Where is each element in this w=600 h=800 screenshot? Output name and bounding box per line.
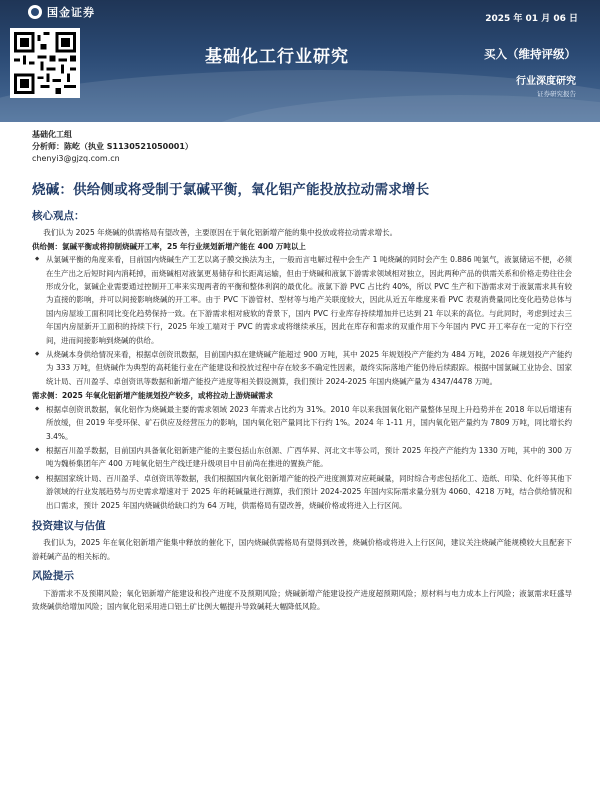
rating-label: 买入（维持评级） — [484, 47, 576, 61]
brand-name: 国金证券 — [47, 6, 95, 19]
author-block — [32, 129, 193, 165]
investment-text: 我们认为，2025 年在氧化铝新增产能集中释放的催化下，国内烧碱供需格局有望得到改善，烧碱价格或将进入上行区间，建议关注烧碱产能规模较大且配套下游耗碱产品的相关标的。 — [32, 538, 572, 561]
team-name: 基础化工组 — [32, 130, 72, 139]
core-intro: 我们认为 2025 年烧碱的供需格局有望改善，主要原因在于氧化铝新增产能的集中投放或将拉动需求增长。 — [43, 228, 398, 238]
investment-title: 投资建议与估值 — [32, 519, 106, 532]
risk-text: 下游需求不及预期风险；氧化铝新增产能建设和投产进度不及预期风险；烧碱新增产能建设投产进度超预期风险；原材料与电力成本上行风险；液氯需求旺盛导致烧碱供给增加风险；国内氧化铝采用进口铝土矿比例大幅提升导致碱耗大幅降低风险。 — [32, 588, 572, 611]
report-title: 基础化工行业研究 — [205, 47, 349, 67]
report-subtitle: 证券研究报告 — [537, 90, 576, 98]
list-item: ◆ 根据百川盈孚数据，目前国内具备氧化铝新建产能的主要包括山东创源、广西华昇、河北文丰等公司，预计 2025 年投产产能约为 1330 万吨，其中的 300 万吨为魏桥集团年产 400 万吨氧化铝生产线迁建升级项目中目前尚在推进的置换产能。 — [32, 444, 572, 471]
demand-lead: 需求侧：2025 年氧化铝新增产能规划投产较多，或将拉动上游烧碱需求 — [32, 391, 273, 401]
report-date: 2025 年 01 月 06 日 — [485, 14, 578, 24]
analyst-name: 分析师：陈屹（执业 S1130521050001） — [32, 142, 193, 151]
brand-logo-icon — [28, 5, 42, 19]
supply-lead: 供给侧：氯碱平衡或将抑制烧碱开工率，25 年行业规划新增产能在 400 万吨以上 — [32, 241, 306, 251]
demand-bullets — [32, 403, 572, 512]
report-header — [0, 0, 600, 122]
list-item: ◆ 根据国家统计局、百川盈孚、卓创资讯等数据，我们根据国内氧化铝新增产能的投产进度测算对应耗碱量，同时综合考虑包括化工、造纸、印染、化纤等其他下游领域的行业发展趋势与历史需求增速对于 2025 年的耗碱量进行测算，我们预计 2024-2025 年国内实际需求量分别为 4060、4218 万吨，结合供给情况和出口需求，预计 2025 年国内烧碱供给缺口约为 64 万吨，供需格局有望改善，烧碱价格或将进入上行区间。 — [32, 472, 572, 512]
qr-code-icon — [10, 28, 80, 98]
core-views-title: 核心观点： — [32, 210, 85, 222]
supply-bullets — [32, 253, 572, 388]
risk-title: 风险提示 — [32, 570, 74, 583]
headline: 烧碱：供给侧或将受制于氯碱平衡，氧化铝产能投放拉动需求增长 — [32, 182, 430, 198]
list-item: ◆ 根据卓创资讯数据，氧化铝作为烧碱最主要的需求领域 2023 年需求占比约为 31%。2010 年以来我国氧化铝产量整体呈现上升趋势并在 2018 年以后增速有所放缓，但 2019 年受环保、矿石供应及经营压力的影响，国内氧化铝产量同比下行约 1%。2024 年 1-11 月，国内氧化铝产量约为 7809 万吨，同比增长约 3.4%。 — [32, 403, 572, 443]
list-item: ◆ 从氯碱平衡的角度来看，目前国内烧碱生产工艺以离子膜交换法为主，一般而言电解过程中会生产 1 吨烧碱的同时会产生 0.886 吨氯气，液氯储运不便，必须在生产出之后短时间内消耗掉，而烧碱相对液氯更易储存和长距离运输，但由于烧碱和液氯下游需求领域相对独立，因此两种产品的供需关系和价格走势往往会形成分化，氯碱企业需要通过控制开工率来实现两者的平衡和整体利润的最优化。液氯下游 PVC 占比约 40%，所以 PVC 生产和下游需求对于液氯需求具有较为直接的影响，并可以间接影响烧碱的开工率。由于 PVC 下游管材、型材等与地产关联度较大，因此从近五年维度来看 PVC 表观消费量同比变化趋势总体与国内房屋竣工面积同比变化趋势保持一致。在下游需求相对疲软的背景下，国内 PVC 行业库存持续增加并已达到 21 年以来的高位。与此同时，考虑到过去三年国内房屋新开工面积的持续下行，2025 年竣工端对于 PVC 的需求或将继续承压，因此在库存和需求的双重作用下今年国内 PVC 开工率存在一定的下行空间，进而间接影响到烧碱的供给。 — [32, 253, 572, 347]
list-item: ◆ 从烧碱本身供给情况来看，根据卓创资讯数据，目前国内拟在建烧碱产能超过 900 万吨，其中 2025 年规划投产产能约为 484 万吨，2026 年规划投产产能约为 333 万吨，但烧碱作为典型的高耗能行业在产能建设和投放过程中存在较多不确定性因素，最终实际落地产能仍待后续跟踪。根据中国氯碱工业协会、国家统计局、百川盈孚、卓创资讯等数据和新增产能投产进度等相关假设测算，我们预计 2024-2025 年国内烧碱产量为 4347/4478 万吨。 — [32, 348, 572, 388]
report-body — [32, 210, 572, 613]
brand-logo — [28, 4, 95, 20]
report-type: 行业深度研究 — [516, 76, 576, 87]
analyst-email[interactable]: chenyi3@gjzq.com.cn — [32, 154, 120, 163]
